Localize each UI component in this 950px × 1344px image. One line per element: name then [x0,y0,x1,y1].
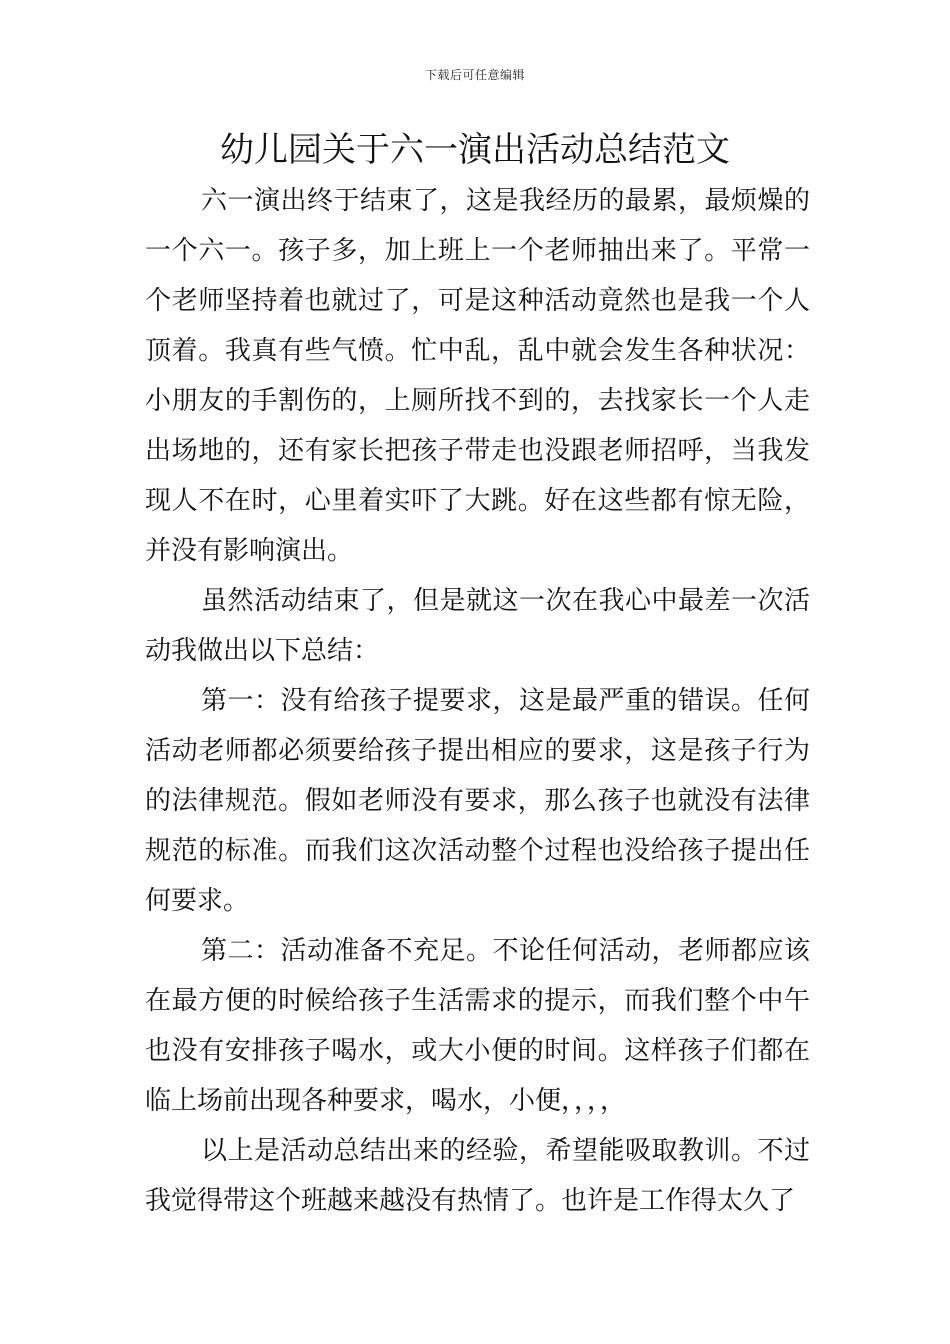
paragraph-intro: 六一演出终于结束了，这是我经历的最累，最烦燥的一个六一。孩子多，加上班上一个老师抽出来了。平常一个老师坚持着也就过了，可是这种活动竟然也是我一个人顶着。我真有些气愤。忙中乱，乱中就会发生各种状况：小朋友的手割伤的，上厕所找不到的，去找家长一个人走出场地的，还有家长把孩子带走也没跟老师招呼，当我发现人不在时，心里着实吓了大跳。好在这些都有惊无险，并没有影响演出。 [145,186,810,566]
document-body [145,176,810,1226]
document-title: 幼儿园关于六一演出活动总结范文 [220,130,730,170]
header-note: 下载后可任意编辑 [424,68,525,82]
paragraph-summary-lead: 虽然活动结束了，但是就这一次在我心中最差一次活动我做出以下总结： [145,586,810,666]
paragraph-conclusion: 以上是活动总结出来的经验，希望能吸取教训。不过我觉得带这个班越来越没有热情了。也许是工作得太久了 [145,1136,810,1216]
paragraph-point-two: 第二：活动准备不充足。不论任何活动，老师都应该在最方便的时候给孩子生活需求的提示，而我们整个中午也没有安排孩子喝水，或大小便的时间。这样孩子们都在临上场前出现各种要求，喝水，小便，，，， [145,936,810,1116]
paragraph-point-one: 第一：没有给孩子提要求，这是最严重的错误。任何活动老师都必须要给孩子提出相应的要求，这是孩子行为的法律规范。假如老师没有要求，那么孩子也就没有法律规范的标准。而我们这次活动整个过程也没给孩子提出任何要求。 [145,686,810,916]
